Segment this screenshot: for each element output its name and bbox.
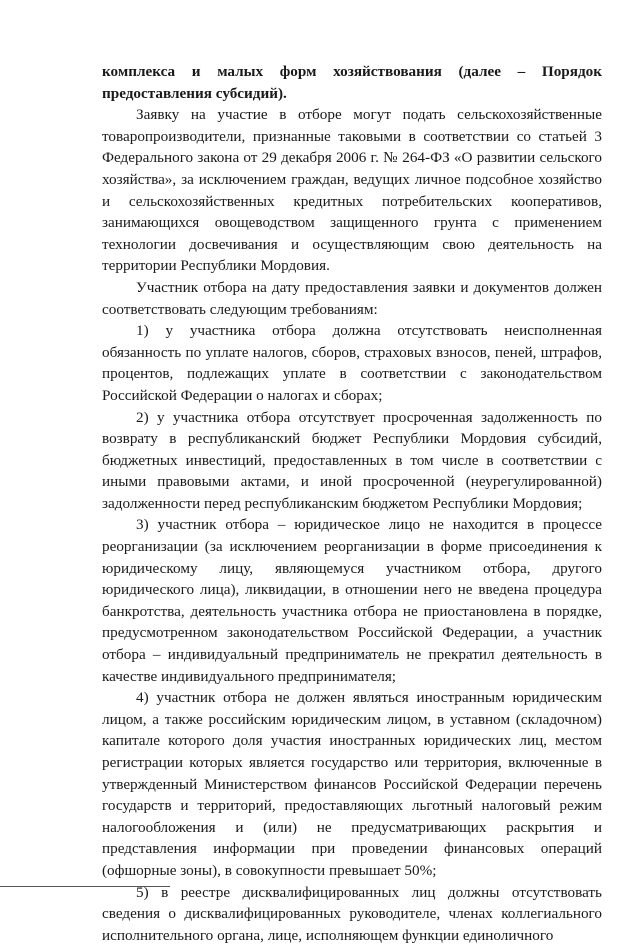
paragraph-requirements-intro: Участник отбора на дату предоставления заявки и документов должен соответствовать следующим требованиям:	[102, 278, 602, 318]
requirement-item-4: 4) участник отбора не должен являться иностранным юридическим лицом, а также российским юридическим лицом, в уставном (складочном) капитале которого доля участия иностранных юридических лиц, местом регистрации которых является государство или территория, включенные в утвержденный Министерством финансов Российской Федерации перечень государств и территорий, предоставляющих льготный налоговый режим налогообложения и (или) не предусматривающих раскрытия и представления информации при проведении финансовых операций (офшорные зоны), в совокупности превышает 50%;	[102, 689, 602, 879]
requirement-item-3: 3) участник отбора – юридическое лицо не находится в процессе реорганизации (за исключением реорганизации в форме присоединения к юридическому лицу, являющемуся участником отбора, другого юридического лица), ликвидации, в отношении него не введена процедура банкротства, деятельность участника отбора не приостановлена в порядке, предусмотренном законодательством Российской Федерации, а участник отбора – индивидуальный предприниматель не прекратил деятельность в качестве индивидуального предпринимателя;	[102, 516, 602, 685]
document-body	[102, 61, 602, 946]
requirement-item-2: 2) у участника отбора отсутствует просроченная задолженность по возврату в республиканский бюджет Республики Мордовия субсидий, бюджетных инвестиций, предоставленных в том числе в соответствии с иными правовыми актами, и иной просроченной (неурегулированной) задолженности перед республиканским бюджетом Республики Мордовия;	[102, 408, 602, 512]
footnote-divider	[0, 886, 170, 887]
requirement-item-5: 5) в реестре дисквалифицированных лиц должны отсутствовать сведения о дисквалифицированных руководителе, членах коллегиального исполнительного органа, лице, исполняющем функции единоличного	[102, 883, 602, 944]
paragraph-eligible-applicants: Заявку на участие в отборе могут подать сельскохозяйственные товаропроизводители, признанные таковыми в соответствии со статьей 3 Федерального закона от 29 декабря 2006 г. № 264-ФЗ «О развитии сельского хозяйства», за исключением граждан, ведущих личное подсобное хозяйство и сельскохозяйственных кредитных потребительских кооперативов, занимающихся овощеводством защищенного грунта с применением технологии досвечивания и осуществляющим свою деятельность на территории Республики Мордовия.	[102, 106, 602, 275]
section-heading: комплекса и малых форм хозяйствования (далее – Порядок предоставления субсидий).	[102, 63, 602, 102]
requirement-item-1: 1) у участника отбора должна отсутствовать неисполненная обязанность по уплате налогов, сборов, страховых взносов, пеней, штрафов, процентов, подлежащих уплате в соответствии с законодательством Российской Федерации о налогах и сборах;	[102, 322, 602, 404]
